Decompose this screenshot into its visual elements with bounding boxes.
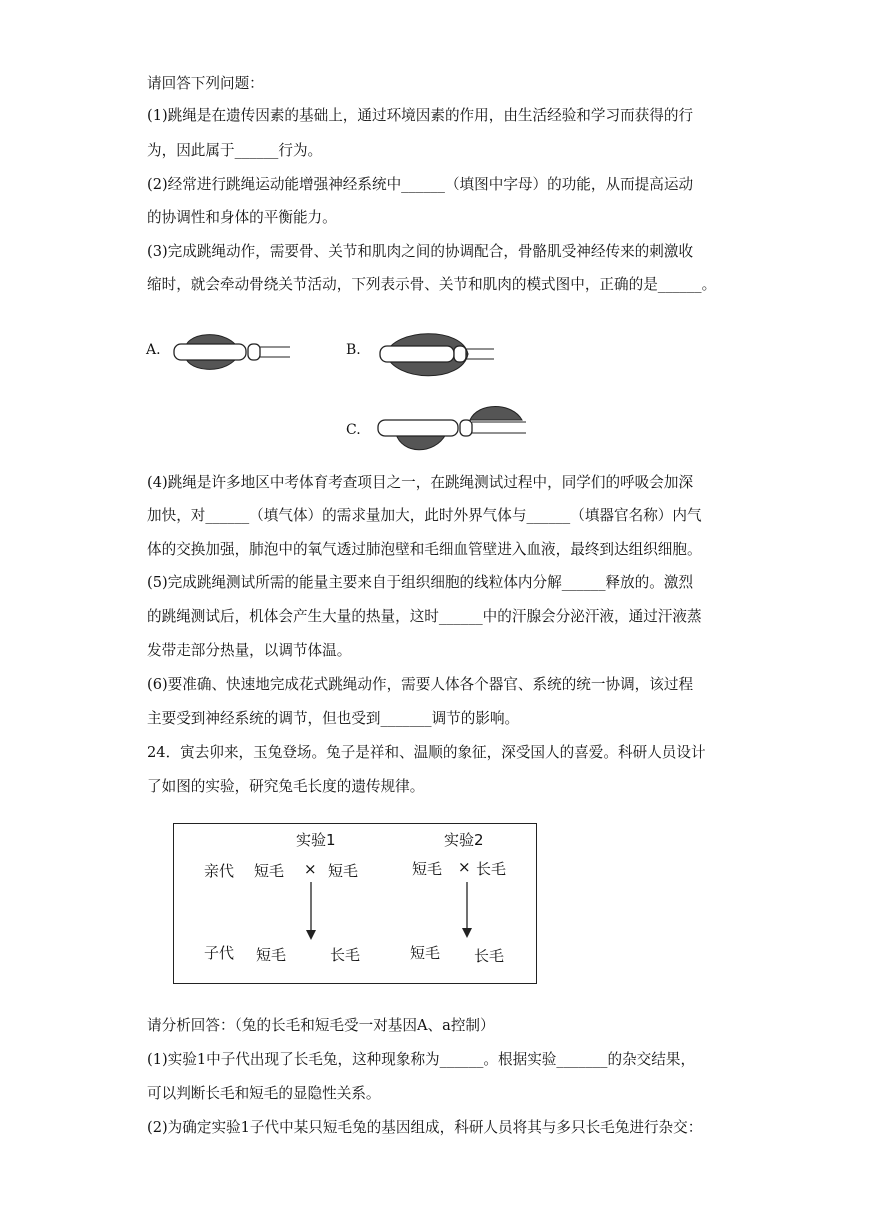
question-24-1-line: 可以判断长毛和短毛的显隐性关系。 [147, 1085, 381, 1102]
question-2-line: 的协调性和身体的平衡能力。 [147, 209, 337, 226]
option-b-figure [376, 326, 496, 386]
question-24-2-line: (2)为确定实验1子代中某只短毛兔的基因组成，科研人员将其与多只长毛兔进行杂交： [147, 1119, 703, 1136]
question-5-line: 的跳绳测试后，机体会产生大量的热量，这时______中的汗腺会分泌汗液，通过汗液蒸 [147, 608, 702, 625]
analysis-intro-line: 请分析回答：（兔的长毛和短毛受一对基因A、a控制） [147, 1017, 495, 1034]
question-1-line: 为，因此属于______行为。 [147, 142, 323, 159]
question-24-line: 了如图的实验，研究兔毛长度的遗传规律。 [147, 778, 425, 795]
exp1-child-right: 长毛 [330, 946, 361, 964]
question-3-line: (3)完成跳绳动作，需要骨、关节和肌肉之间的协调配合，骨骼肌受神经传来的刺激收 [147, 243, 694, 260]
option-b-label: B. [346, 342, 361, 358]
text-line: 请回答下列问题： [147, 75, 264, 92]
question-6-line: (6)要准确、快速地完成花式跳绳动作，需要人体各个器官、系统的统一协调，该过程 [147, 676, 694, 693]
experiment-1-title: 实验1 [296, 831, 336, 849]
option-a-label: A. [146, 342, 161, 358]
experiment-diagram [173, 823, 537, 984]
question-6-line: 主要受到神经系统的调节，但也受到_______调节的影响。 [147, 710, 520, 727]
question-5-line: 发带走部分热量，以调节体温。 [147, 642, 352, 659]
exp2-arrow [460, 882, 474, 940]
question-1-line: (1)跳绳是在遗传因素的基础上，通过环境因素的作用，由生活经验和学习而获得的行 [147, 107, 694, 124]
question-3-line: 缩时，就会牵动骨绕关节活动，下列表示骨、关节和肌肉的模式图中，正确的是______。 [147, 276, 717, 293]
question-4-line: 体的交换加强，肺泡中的氧气透过肺泡壁和毛细血管壁进入血液，最终到达组织细胞。 [147, 541, 702, 558]
exp1-child-left: 短毛 [256, 946, 287, 964]
option-a-figure [168, 326, 294, 378]
question-24-line: 24．寅去卯来，玉兔登场。兔子是祥和、温顺的象征，深受国人的喜爱。科研人员设计 [147, 744, 706, 761]
exp1-parent-right: 短毛 [328, 862, 359, 880]
experiment-2-title: 实验2 [444, 831, 484, 849]
exp1-parent-left: 短毛 [254, 862, 285, 880]
exp2-cross: × [458, 858, 471, 876]
exp1-cross: × [304, 860, 317, 878]
exp1-arrow [304, 882, 318, 942]
option-c-label: C. [346, 422, 361, 438]
question-2-line: (2)经常进行跳绳运动能增强神经系统中______（填图中字母）的功能，从而提高运动 [147, 176, 694, 193]
question-4-line: 加快，对______（填气体）的需求量加大，此时外界气体与______（填器官名称）内气 [147, 507, 702, 524]
exp2-parent-right: 长毛 [476, 860, 507, 878]
offspring-label: 子代 [204, 944, 235, 962]
parent-label: 亲代 [204, 862, 235, 880]
question-5-line: (5)完成跳绳测试所需的能量主要来自于组织细胞的线粒体内分解______释放的。激烈 [147, 574, 694, 591]
exp2-child-right: 长毛 [474, 947, 505, 965]
question-4-line: (4)跳绳是许多地区中考体育考查项目之一，在跳绳测试过程中，同学们的呼吸会加深 [147, 474, 694, 491]
exp2-parent-left: 短毛 [412, 860, 443, 878]
exp2-child-left: 短毛 [410, 944, 441, 962]
option-c-figure [374, 402, 530, 460]
question-24-1-line: (1)实验1中子代出现了长毛兔，这种现象称为______。根据实验_______的杂交结果， [147, 1051, 696, 1068]
